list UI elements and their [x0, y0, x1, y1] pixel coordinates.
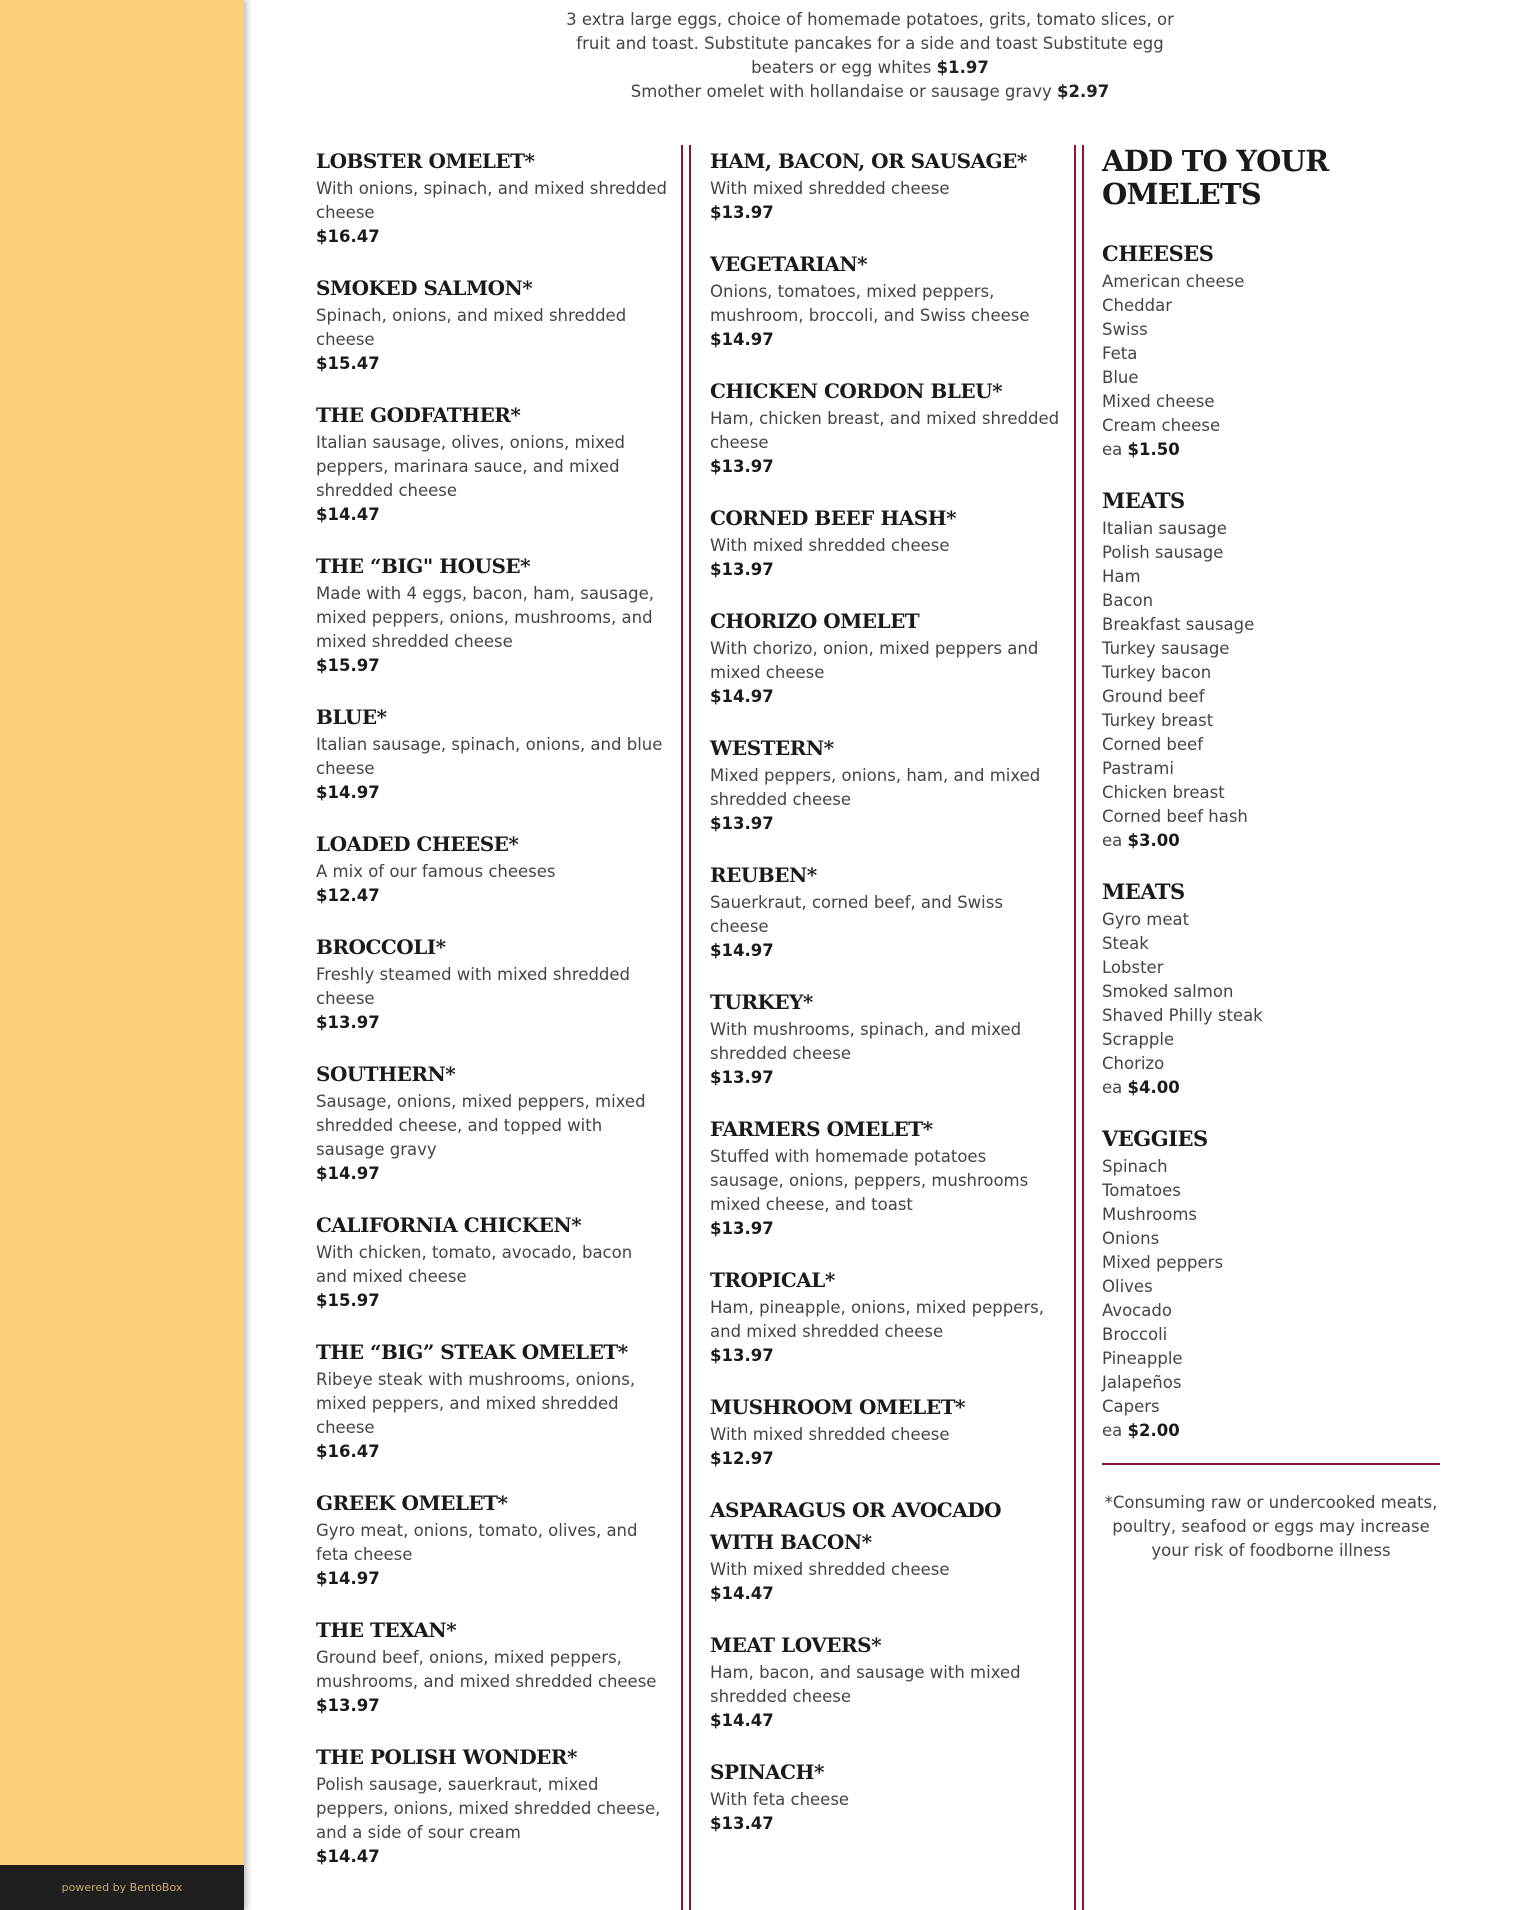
menu-item-name: CORNED BEEF HASH* — [710, 506, 957, 530]
addon-group-title: MEATS — [1102, 488, 1185, 513]
menu-item-description: With feta cheese — [710, 1790, 850, 1809]
addon-item: Corned beef hash — [1102, 807, 1248, 826]
menu-item-name: THE “BIG” STEAK OMELET* — [316, 1340, 628, 1364]
addon-price: $1.50 — [1127, 440, 1180, 459]
menu-item — [710, 1494, 1062, 1606]
menu-item — [316, 1058, 668, 1186]
addon-item: Ham — [1102, 567, 1141, 586]
addon-item: Pineapple — [1102, 1349, 1183, 1368]
menu-item-price: $12.97 — [710, 1449, 774, 1468]
menu-item-description: Sausage, onions, mixed peppers, mixed shredded cheese, and topped with sausage gravy — [316, 1092, 646, 1159]
addon-item: Gyro meat — [1102, 910, 1190, 929]
menu-item-price: $13.97 — [710, 457, 774, 476]
addon-item: Mixed cheese — [1102, 392, 1215, 411]
addon-group — [1102, 1123, 1440, 1443]
menu-item-price: $15.97 — [316, 656, 380, 675]
menu-item-price: $13.97 — [710, 560, 774, 579]
menu-item-name: TROPICAL* — [710, 1268, 835, 1292]
addon-item: Polish sausage — [1102, 543, 1224, 562]
addon-group-title: CHEESES — [1102, 241, 1214, 266]
menu-item — [710, 1629, 1062, 1733]
menu-item-price: $14.97 — [316, 1569, 380, 1588]
menu-item — [710, 605, 1062, 709]
menu-item-description: Onions, tomatoes, mixed peppers, mushroom, broccoli, and Swiss cheese — [710, 282, 1030, 325]
addon-item: Ground beef — [1102, 687, 1205, 706]
menu-item-price: $13.97 — [316, 1013, 380, 1032]
menu-item-price: $14.97 — [710, 941, 774, 960]
menu-item — [710, 1264, 1062, 1368]
menu-item-name: HAM, BACON, OR SAUSAGE* — [710, 149, 1027, 173]
addon-item: Steak — [1102, 934, 1149, 953]
addon-price-line — [1102, 1076, 1440, 1100]
menu-item — [316, 272, 668, 376]
addon-item: Olives — [1102, 1277, 1153, 1296]
menu-item-price: $13.97 — [710, 814, 774, 833]
menu-item-description: With chicken, tomato, avocado, bacon and mixed cheese — [316, 1243, 633, 1286]
menu-item — [316, 1336, 668, 1464]
intro-text-part: beaters or egg whites — [751, 58, 932, 77]
menu-item-name: THE “BIG" HOUSE* — [316, 554, 531, 578]
addons-column — [1102, 145, 1440, 1563]
intro-line: fruit and toast. Substitute pancakes for a side and toast Substitute egg — [576, 34, 1164, 53]
menu-item-price: $14.97 — [316, 783, 380, 802]
menu-item-price: $16.47 — [316, 227, 380, 246]
menu-item — [316, 1487, 668, 1591]
addon-item: Turkey breast — [1102, 711, 1214, 730]
menu-item-description: Italian sausage, olives, onions, mixed peppers, marinara sauce, and mixed shredded cheese — [316, 433, 625, 500]
menu-item-price: $14.97 — [710, 330, 774, 349]
menu-item-name: VEGETARIAN* — [710, 252, 868, 276]
menu-column-2 — [710, 145, 1062, 1859]
addon-item: Chorizo — [1102, 1054, 1165, 1073]
menu-item — [710, 248, 1062, 352]
menu-item-name: ASPARAGUS OR AVOCADO WITH BACON* — [710, 1498, 1001, 1554]
menu-item — [710, 1391, 1062, 1471]
addon-item: Breakfast sausage — [1102, 615, 1255, 634]
menu-item-name: REUBEN* — [710, 863, 817, 887]
menu-item-name: BROCCOLI* — [316, 935, 446, 959]
addon-item: Cream cheese — [1102, 416, 1221, 435]
menu-item-description: Mixed peppers, onions, ham, and mixed shredded cheese — [710, 766, 1041, 809]
menu-item-description: Ribeye steak with mushrooms, onions, mixed peppers, and mixed shredded cheese — [316, 1370, 636, 1437]
menu-item-name: GREEK OMELET* — [316, 1491, 508, 1515]
divider-line — [1102, 1463, 1440, 1465]
menu-item-price: $13.47 — [710, 1814, 774, 1833]
menu-item-price: $13.97 — [316, 1696, 380, 1715]
menu-item — [710, 732, 1062, 836]
menu-item-description: Sauerkraut, corned beef, and Swiss cheese — [710, 893, 1003, 936]
menu-item-description: Ground beef, onions, mixed peppers, mushrooms, and mixed shredded cheese — [316, 1648, 657, 1691]
intro-text — [560, 8, 1180, 104]
menu-item — [710, 145, 1062, 225]
addon-item: Shaved Philly steak — [1102, 1006, 1263, 1025]
addon-group — [1102, 238, 1440, 462]
menu-item — [316, 1209, 668, 1313]
addon-item: Mushrooms — [1102, 1205, 1198, 1224]
menu-item-description: With onions, spinach, and mixed shredded cheese — [316, 179, 667, 222]
addon-item: Turkey sausage — [1102, 639, 1230, 658]
addon-item: Pastrami — [1102, 759, 1174, 778]
menu-item-description: Made with 4 eggs, bacon, ham, sausage, mixed peppers, onions, mushrooms, and mixed shredded cheese — [316, 584, 654, 651]
menu-item-description: With mixed shredded cheese — [710, 1560, 950, 1579]
menu-item-description: Polish sausage, sauerkraut, mixed peppers, onions, mixed shredded cheese, and a side of sour cream — [316, 1775, 661, 1842]
addon-price-line — [1102, 829, 1440, 853]
menu-item-name: THE GODFATHER* — [316, 403, 521, 427]
addon-each-label: ea — [1102, 831, 1123, 850]
menu-item — [316, 1741, 668, 1869]
menu-item-price: $13.97 — [710, 1068, 774, 1087]
addon-price: $2.00 — [1127, 1421, 1180, 1440]
menu-item — [710, 986, 1062, 1090]
addon-item: Broccoli — [1102, 1325, 1168, 1344]
addon-item: Tomatoes — [1102, 1181, 1181, 1200]
intro-line — [560, 56, 1180, 80]
menu-item — [316, 145, 668, 249]
addon-group-title: VEGGIES — [1102, 1126, 1208, 1151]
addons-title: ADD TO YOUR OMELETS — [1102, 144, 1329, 211]
menu-item-price: $12.47 — [316, 886, 380, 905]
menu-item-name: MUSHROOM OMELET* — [710, 1395, 965, 1419]
addon-item: Blue — [1102, 368, 1139, 387]
menu-item-name: TURKEY* — [710, 990, 813, 1014]
addon-item: Mixed peppers — [1102, 1253, 1224, 1272]
menu-item-name: LOADED CHEESE* — [316, 832, 519, 856]
menu-item — [710, 1113, 1062, 1241]
menu-item-description: With chorizo, onion, mixed peppers and mixed cheese — [710, 639, 1039, 682]
menu-item-description: With mixed shredded cheese — [710, 536, 950, 555]
menu-item-price: $15.97 — [316, 1291, 380, 1310]
addon-item: Capers — [1102, 1397, 1160, 1416]
addon-each-label: ea — [1102, 440, 1123, 459]
addon-each-label: ea — [1102, 1421, 1123, 1440]
addon-price: $4.00 — [1127, 1078, 1180, 1097]
menu-item-price: $14.47 — [710, 1584, 774, 1603]
menu-item-price: $13.97 — [710, 1346, 774, 1365]
addon-item: Feta — [1102, 344, 1138, 363]
menu-item-description: With mushrooms, spinach, and mixed shredded cheese — [710, 1020, 1022, 1063]
menu-item — [710, 502, 1062, 582]
addon-item: American cheese — [1102, 272, 1245, 291]
menu-item-name: LOBSTER OMELET* — [316, 149, 535, 173]
addon-item: Corned beef — [1102, 735, 1204, 754]
addon-item: Avocado — [1102, 1301, 1172, 1320]
menu-item-name: MEAT LOVERS* — [710, 1633, 882, 1657]
addon-groups — [1102, 238, 1440, 1443]
addon-group — [1102, 876, 1440, 1100]
addon-item: Bacon — [1102, 591, 1154, 610]
menu-item-price: $14.47 — [316, 1847, 380, 1866]
menu-item-description: With mixed shredded cheese — [710, 179, 950, 198]
sidebar — [0, 0, 244, 1910]
addon-item: Spinach — [1102, 1157, 1168, 1176]
menu-item-description: With mixed shredded cheese — [710, 1425, 950, 1444]
addon-group — [1102, 485, 1440, 853]
addon-each-label: ea — [1102, 1078, 1123, 1097]
menu-item-name: SPINACH* — [710, 1760, 824, 1784]
addon-item: Scrapple — [1102, 1030, 1175, 1049]
column-divider — [681, 145, 691, 1910]
menu-item — [710, 375, 1062, 479]
menu-item-price: $13.97 — [710, 1219, 774, 1238]
menu-item-description: Italian sausage, spinach, onions, and blue cheese — [316, 735, 663, 778]
addon-item: Italian sausage — [1102, 519, 1227, 538]
intro-price: $1.97 — [936, 58, 989, 77]
menu-item-name: BLUE* — [316, 705, 387, 729]
menu-item-description: Ham, chicken breast, and mixed shredded cheese — [710, 409, 1060, 452]
addon-item: Chicken breast — [1102, 783, 1225, 802]
menu-item-name: WESTERN* — [710, 736, 834, 760]
addon-item: Turkey bacon — [1102, 663, 1212, 682]
addon-item: Swiss — [1102, 320, 1148, 339]
addon-price: $3.00 — [1127, 831, 1180, 850]
menu-item-price: $14.97 — [710, 687, 774, 706]
powered-by-link[interactable]: powered by BentoBox — [0, 1865, 244, 1910]
addon-item: Jalapeños — [1102, 1373, 1182, 1392]
menu-item-description: Gyro meat, onions, tomato, olives, and feta cheese — [316, 1521, 638, 1564]
menu-item-name: SOUTHERN* — [316, 1062, 456, 1086]
menu-item-name: CALIFORNIA CHICKEN* — [316, 1213, 582, 1237]
addon-item: Smoked salmon — [1102, 982, 1234, 1001]
menu-item — [316, 1614, 668, 1718]
menu-item — [710, 859, 1062, 963]
menu-item — [316, 828, 668, 908]
menu-item-price: $14.47 — [710, 1711, 774, 1730]
menu-item-name: CHICKEN CORDON BLEU* — [710, 379, 1003, 403]
menu-item-description: Ham, bacon, and sausage with mixed shredded cheese — [710, 1663, 1021, 1706]
menu-item-name: CHORIZO OMELET — [710, 609, 920, 633]
menu-item-price: $15.47 — [316, 354, 380, 373]
menu-item-price: $13.97 — [710, 203, 774, 222]
menu-item — [710, 1756, 1062, 1836]
menu-item-description: A mix of our famous cheeses — [316, 862, 556, 881]
intro-line — [560, 80, 1180, 104]
menu-item-price: $16.47 — [316, 1442, 380, 1461]
menu-item-name: FARMERS OMELET* — [710, 1117, 933, 1141]
menu-item — [316, 701, 668, 805]
addon-price-line — [1102, 1419, 1440, 1443]
menu-item-name: SMOKED SALMON* — [316, 276, 533, 300]
menu-item-description: Ham, pineapple, onions, mixed peppers, and mixed shredded cheese — [710, 1298, 1044, 1341]
addon-price-line — [1102, 438, 1440, 462]
menu-item — [316, 931, 668, 1035]
addon-item: Lobster — [1102, 958, 1164, 977]
menu-item — [316, 550, 668, 678]
addon-group-title: MEATS — [1102, 879, 1185, 904]
intro-price: $2.97 — [1057, 82, 1110, 101]
menu-item-name: THE TEXAN* — [316, 1618, 457, 1642]
menu-item-description: Freshly steamed with mixed shredded cheese — [316, 965, 631, 1008]
disclaimer: *Consuming raw or undercooked meats, poultry, seafood or eggs may increase your risk of foodborne illness — [1104, 1493, 1438, 1560]
menu-item-price: $14.97 — [316, 1164, 380, 1183]
menu-item-price: $14.47 — [316, 505, 380, 524]
column-divider — [1074, 145, 1084, 1910]
intro-text-part: Smother omelet with hollandaise or sausage gravy — [630, 82, 1052, 101]
menu-item-name: THE POLISH WONDER* — [316, 1745, 577, 1769]
addon-item: Cheddar — [1102, 296, 1172, 315]
menu-column-1 — [316, 145, 668, 1892]
addon-item: Onions — [1102, 1229, 1160, 1248]
menu-item-description: Stuffed with homemade potatoes sausage, onions, peppers, mushrooms mixed cheese, and toast — [710, 1147, 1029, 1214]
menu-item — [316, 399, 668, 527]
menu-item-description: Spinach, onions, and mixed shredded cheese — [316, 306, 627, 349]
intro-line: 3 extra large eggs, choice of homemade potatoes, grits, tomato slices, or — [566, 10, 1174, 29]
